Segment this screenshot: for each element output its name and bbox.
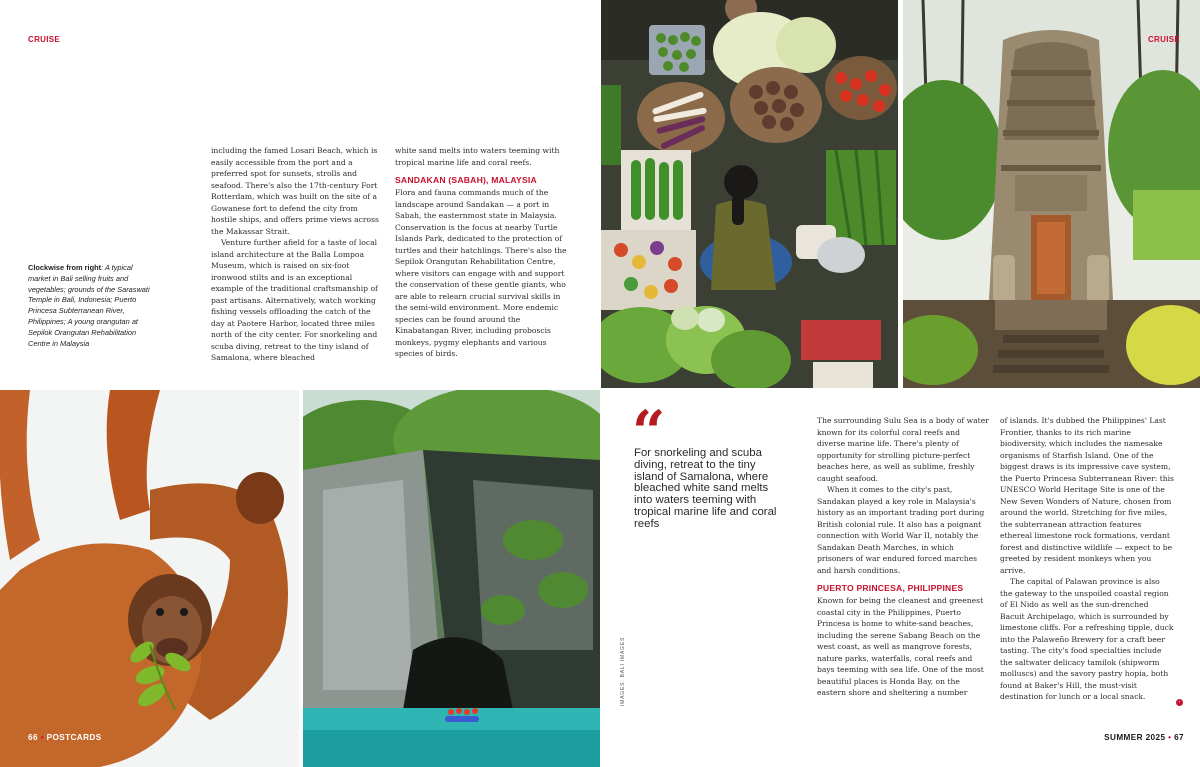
left-page-number: 66 [28, 733, 38, 742]
market-illustration [601, 0, 898, 388]
right-page-number: 67 [1174, 733, 1184, 742]
section-heading-puerto-princesa: PUERTO PRINCESA, PHILIPPINES [817, 583, 964, 593]
river-illustration [303, 390, 600, 767]
pull-quote: For snorkeling and scuba diving, retreat to the tiny island of Samalona, where bleached white sand melts into waters teeming with tropical marine life and coral reefs [634, 447, 777, 530]
paragraph: The surrounding Sulu Sea is a body of water known for its colorful coral reefs and diverse marine life. There's plenty of opportunity for strolling picture-perfect beaches here, as well as sublime, freshly caught seafood. [817, 416, 989, 483]
folio-separator: • [40, 733, 44, 742]
caption-lead: Clockwise from right [28, 263, 102, 272]
issue-name: SUMMER 2025 [1104, 733, 1166, 742]
section-heading-sandakan: SANDAKAN (SABAH), MALAYSIA [395, 175, 537, 185]
quote-mark-icon: “ [632, 398, 660, 466]
paragraph: Known for being the cleanest and greenest coastal city in the Philippines, Puerto Princesa is home to white-sand beaches, including the serene Sabang Beach on the west coast, as well as mangrove forests, nature parks, waterfalls, coral reefs and bays teeming with sea life. One of the most beautiful places is Honda Bay, on the eastern shore and sheltering a number [817, 596, 984, 697]
paragraph: Flora and fauna commands much of the landscape around Sandakan — a port in Sabah, the easternmost state in Malaysia. Conservation is the focus at nearby Turtle Islands Park, dedicated to the protection of turtles and their hatchlings. There's also the Sepilok Orangutan Rehabilitation Centre, where visitors can engage with and support the conservation of these gentle giants, who are able to relearn crucial survival skills in the semi-wild environment. More endemic species can be found around the Kinabatangan River, including proboscis monkeys, pygmy elephants and various species of birds. [395, 188, 567, 358]
paragraph: When it comes to the city's past, Sandakan played a key role in Malaysia's history as an important trading port during British colonial rule. It also has a poignant connection with World War II, notably the Sandakan Death Marches, in which prisoners of war endured forced marches and harsh conditions. [817, 485, 985, 575]
orangutan-illustration [0, 390, 299, 767]
article-column-2 [395, 145, 567, 360]
paragraph: The capital of Palawan province is also the gateway to the unspoiled coastal region of El Nido as well as the sun-drenched Bacuit Archipelago, which is surrounded by limestone cliffs. For a refreshing tipple, duck into the Palaweño Brewery for a craft beer tasting. The city's food specialties include the saltwater delicacy tamilok (shipworm molluscs) and the savory pastry hopia, both found at Baker's Hill, the must-visit destination for lunch or a local snack. [1000, 577, 1174, 701]
temple-illustration [903, 0, 1200, 388]
photo-caption [28, 263, 154, 349]
bali-market-photo [601, 0, 898, 388]
photo-credit: IMAGES: BALI IMAGES [620, 636, 626, 706]
orangutan-photo [0, 390, 299, 767]
magazine-name: POSTCARDS [46, 733, 102, 742]
section-tag-left: CRUISE [28, 35, 61, 44]
right-folio [1104, 733, 1184, 742]
paragraph: Venture further afield for a taste of local island architecture at the Balla Lompoa Museum, which is raised on six-foot ironwood stilts and is an exceptional example of the traditional craftsmanship of past artisans. Alternatively, watch working fishing vessels offloading the catch of the day at Paotere Harbor, located three miles north of the city center. For snorkeling and scuba diving, retreat to the tiny island of Samalona, where bleached [211, 238, 378, 362]
article-column-1 [211, 145, 383, 364]
section-tag-right: CRUISE [1147, 35, 1180, 44]
subterranean-river-photo [303, 390, 600, 767]
caption-text: : A typical market in Bali selling fruits and vegetables; grounds of the Saraswati Temple in Bali, Indonesia; Puerto Princesa Subterranean River, Philippines; A young orangutan at Sepilok Orangutan Rehabilitation Centre in Malaysia [28, 263, 150, 348]
paragraph: including the famed Losari Beach, which is easily accessible from the port and a preferred spot for sunsets, strolls and seafood. There's also the 17th-century Fort Rotterdam, which was built on the site of a Gowanese fort to defend the city from hostile ships, and offers prime views across the Makassar Strait. [211, 146, 379, 236]
article-column-4 [1000, 415, 1174, 703]
paragraph: white sand melts into waters teeming with tropical marine life and coral reefs. [395, 146, 560, 167]
left-folio [28, 733, 102, 742]
saraswati-temple-photo [903, 0, 1200, 388]
article-column-3 [817, 415, 989, 699]
paragraph: of islands. It's dubbed the Philippines' Last Frontier, thanks to its rich marine biodiversity, which includes the namesake organisms of Starfish Island. One of the biggest draws is its impressive cave system, the Puerto Princesa Subterranean River: this UNESCO World Heritage Site is one of the New Seven Wonders of Nature, chosen from around the world. Stretching for five miles, the subterranean attraction features ethereal limestone rock formations, verdant forest and distinctive wildlife — expect to be greeted by resident monkeys when you arrive. [1000, 416, 1174, 575]
continue-arrow-icon: › [1176, 699, 1183, 706]
folio-separator: • [1168, 733, 1172, 742]
